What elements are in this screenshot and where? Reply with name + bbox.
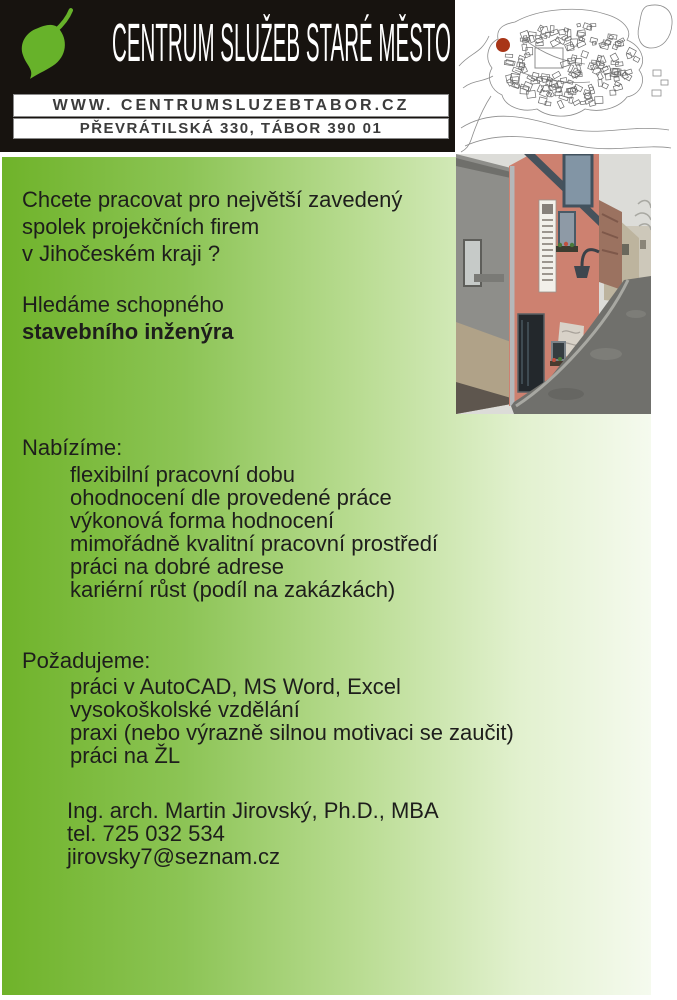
intro-line-1: Chcete pracovat pro největší zavedený (22, 187, 403, 212)
intro-line-2: spolek projekčních firem (22, 214, 260, 239)
requirements-heading: Požadujeme: (22, 648, 151, 673)
offer-item: výkonová forma hodnocení (70, 508, 335, 533)
contact-phone: tel. 725 032 534 (67, 821, 225, 846)
offer-item: ohodnocení dle provedené práce (70, 485, 392, 510)
offer-heading: Nabízíme: (22, 435, 123, 460)
leaf-icon (14, 5, 86, 85)
seeking-paragraph (22, 291, 234, 345)
offer-item: mimořádně kvalitní pracovní prostředí (70, 531, 439, 556)
contact-email: jirovsky7@seznam.cz (67, 844, 281, 869)
requirement-item: praxi (nebo výrazně silnou motivaci se zaučit) (70, 720, 514, 745)
intro-line-3: v Jihočeském kraji ? (22, 241, 221, 266)
seeking-line: Hledáme schopného (22, 292, 224, 317)
offer-item: práci na dobré adrese (70, 554, 285, 579)
map-buildings (504, 23, 640, 109)
position-title: stavebního inženýra (22, 319, 234, 344)
contact-name: Ing. arch. Martin Jirovský, Ph.D., MBA (67, 798, 439, 823)
offer-item: flexibilní pracovní dobu (70, 462, 296, 487)
intro-paragraph (22, 186, 402, 267)
requirement-item: práci na ŽL (70, 743, 181, 768)
map-marker (496, 38, 510, 52)
brand-title: CENTRUM SLUŽEB STARÉ MĚSTO (112, 13, 452, 73)
address-bar (13, 118, 449, 139)
requirements-list (70, 675, 514, 767)
requirement-item: vysokoškolské vzdělání (70, 697, 300, 722)
header-banner (0, 0, 455, 152)
contact-block (67, 799, 439, 868)
website-text: WWW. CENTRUMSLUZEBTABOR.CZ (52, 96, 410, 114)
requirement-item: práci v AutoCAD, MS Word, Excel (70, 674, 401, 699)
offer-item: kariérní růst (podíl na zakázkách) (70, 577, 396, 602)
address-text: PŘEVRÁTILSKÁ 330, TÁBOR 390 01 (79, 120, 383, 137)
office-street-photo (456, 154, 651, 414)
offer-list (70, 463, 438, 601)
town-map (455, 0, 677, 154)
website-bar (13, 94, 449, 117)
